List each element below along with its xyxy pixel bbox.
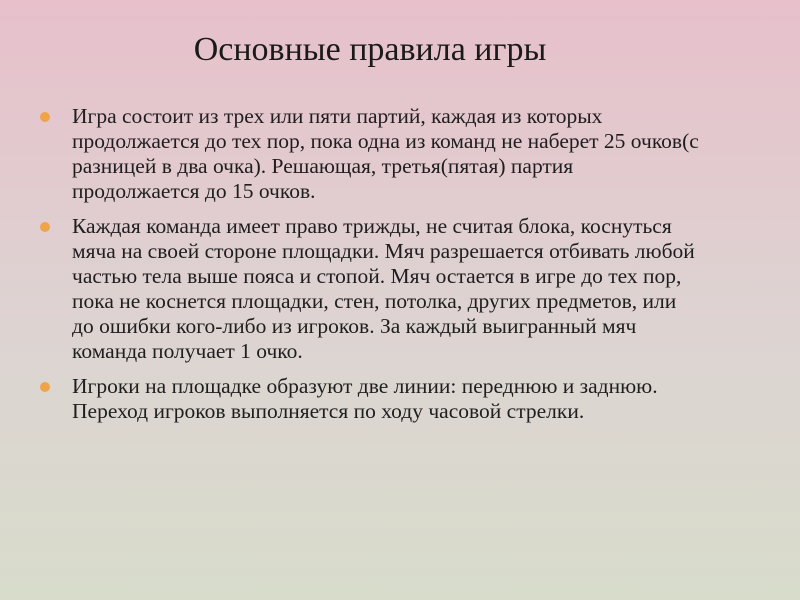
- circle-bullet-icon: [40, 222, 50, 232]
- bullet-item: [40, 214, 700, 364]
- circle-bullet-icon: [40, 382, 50, 392]
- slide-title: Основные правила игры: [193, 31, 547, 68]
- bullet-item: [40, 374, 700, 424]
- circle-bullet-icon: [40, 112, 50, 122]
- bullet-text: Игроки на площадке образуют две линии: переднюю и заднюю. Переход игроков выполняется по ходу часовой стрелки.: [72, 374, 658, 423]
- bullet-text: Каждая команда имеет право трижды, не считая блока, коснуться мяча на своей стороне площадки. Мяч разрешается отбивать любой частью тела выше пояса и стопой. Мяч остается в игре до тех пор, пока не коснется площадки, стен, потолка, других предметов, или до ошибки кого-либо из игроков. За каждый выигранный мяч команда получает 1 очко.: [72, 214, 695, 363]
- bullet-list: [40, 104, 700, 434]
- bullet-text: Игра состоит из трех или пяти партий, каждая из которых продолжается до тех пор, пока одна из команд не наберет 25 очков(с разницей в два очка). Решающая, третья(пятая) партия продолжается до 15 очков.: [72, 104, 699, 203]
- bullet-item: [40, 104, 700, 204]
